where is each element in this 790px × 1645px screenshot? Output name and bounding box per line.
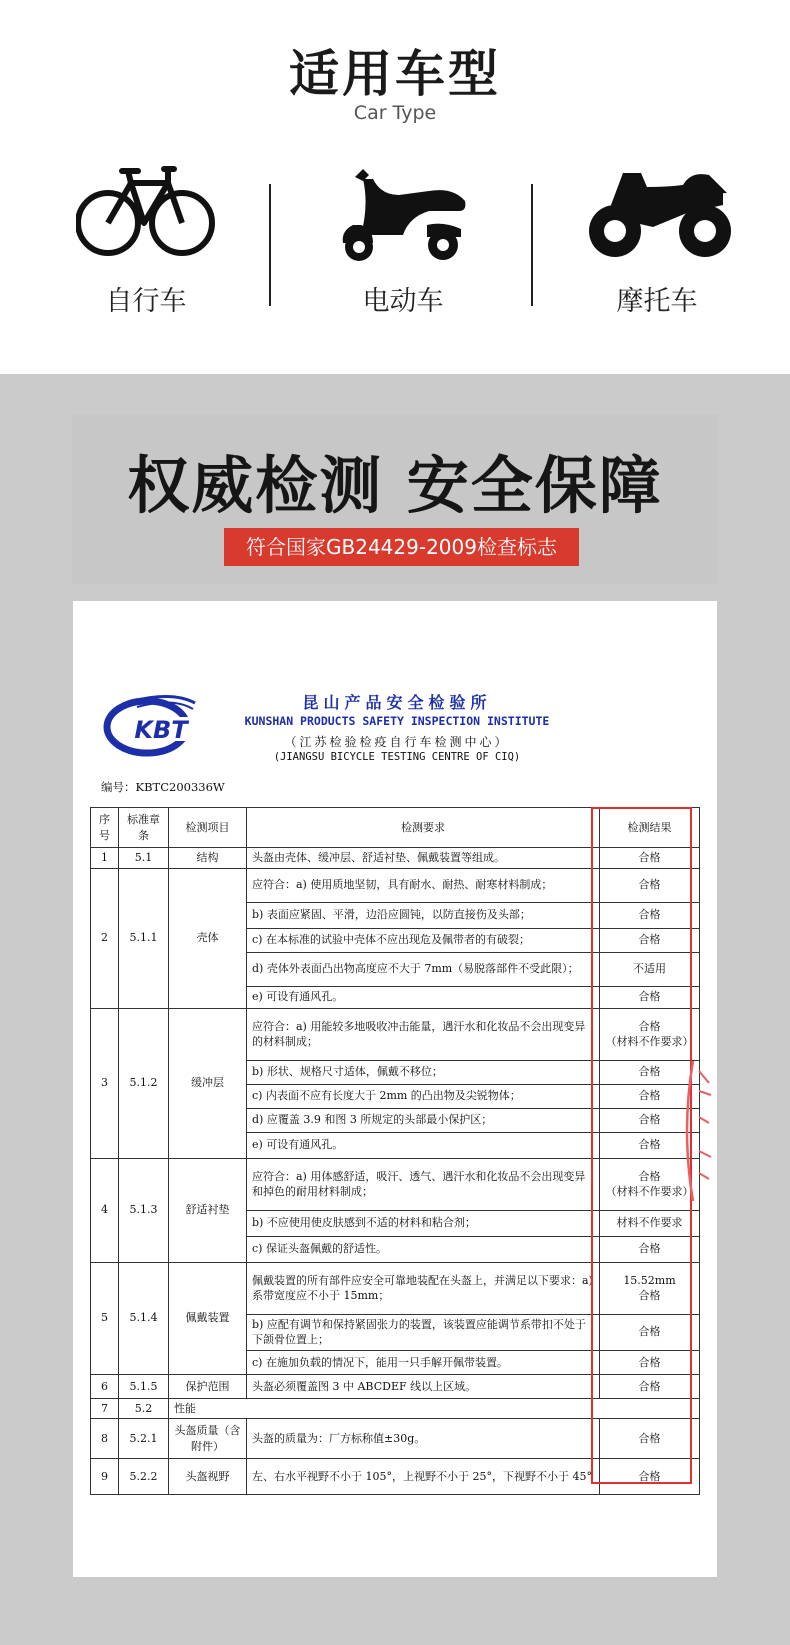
section-subtitle: Car Type bbox=[353, 102, 437, 124]
row-no: 2 bbox=[91, 868, 119, 1008]
row-requirement: 头盔由壳体、缓冲层、舒适衬垫、佩戴装置等组成。 bbox=[247, 848, 600, 869]
row-result: 合格 bbox=[600, 1459, 700, 1495]
row-requirement: 应符合：a) 用体感舒适，吸汗、透气、遇汗水和化妆品不会出现变异和掉色的耐用材料制成； bbox=[247, 1158, 600, 1210]
row-result: 合格 bbox=[600, 868, 700, 902]
row-result: 合格 bbox=[600, 1419, 700, 1459]
row-result: 合格 bbox=[600, 902, 700, 928]
row-requirement: e) 可设有通风孔。 bbox=[247, 986, 600, 1008]
row-no: 3 bbox=[91, 1008, 119, 1158]
row-requirement: c) 在施加负载的情况下，能用一只手解开佩带装置。 bbox=[247, 1350, 600, 1374]
vehicle-label: 摩托车 bbox=[616, 286, 698, 317]
row-clause: 5.1 bbox=[119, 848, 169, 869]
header-clause: 标准章条 bbox=[119, 808, 169, 848]
row-result: 合格 bbox=[600, 1060, 700, 1084]
row-no: 7 bbox=[91, 1398, 119, 1419]
row-clause: 5.1.4 bbox=[119, 1262, 169, 1374]
org-subname-cn: （江苏检验检疫自行车检测中心） bbox=[284, 735, 510, 749]
row-no: 4 bbox=[91, 1158, 119, 1262]
row-item: 佩戴装置 bbox=[169, 1262, 247, 1374]
header-requirement: 检测要求 bbox=[247, 808, 600, 848]
row-requirement: d) 壳体外表面凸出物高度应不大于 7mm（易脱落部件不受此限）； bbox=[247, 952, 600, 986]
row-result: 合格 bbox=[600, 1350, 700, 1374]
row-clause: 5.2.1 bbox=[119, 1419, 169, 1459]
red-stamp-fragment bbox=[669, 1061, 729, 1201]
row-item: 壳体 bbox=[169, 868, 247, 1008]
header-result: 检测结果 bbox=[600, 808, 700, 848]
vehicle-label: 电动车 bbox=[362, 286, 444, 317]
row-no: 6 bbox=[91, 1374, 119, 1398]
row-item: 缓冲层 bbox=[169, 1008, 247, 1158]
row-no: 8 bbox=[91, 1419, 119, 1459]
row-item: 头盔视野 bbox=[169, 1459, 247, 1495]
vehicle-bicycle bbox=[36, 165, 256, 325]
row-clause: 5.1.1 bbox=[119, 868, 169, 1008]
org-name-cn: 昆山产品安全检验所 bbox=[302, 693, 492, 712]
row-item: 性能 bbox=[169, 1398, 700, 1419]
result-note: （材料不作要求） bbox=[605, 1035, 694, 1049]
row-requirement: d) 应覆盖 3.9 和图 3 所规定的头部最小保护区； bbox=[247, 1108, 600, 1132]
row-requirement: b) 不应使用使皮肤感到不适的材料和粘合剂； bbox=[247, 1210, 600, 1236]
report-serial: 编号：KBTC200336W bbox=[101, 780, 225, 794]
divider bbox=[269, 184, 271, 306]
row-clause: 5.1.2 bbox=[119, 1008, 169, 1158]
vehicle-scooter bbox=[293, 165, 513, 325]
row-no: 1 bbox=[91, 848, 119, 869]
row-requirement: 应符合：a) 使用质地坚韧，具有耐水、耐热、耐寒材料制成； bbox=[247, 868, 600, 902]
row-result: 合格 bbox=[600, 986, 700, 1008]
row-result: 合格 bbox=[600, 848, 700, 869]
motorcycle-icon bbox=[587, 165, 737, 265]
vehicle-label: 自行车 bbox=[105, 286, 187, 317]
row-no: 9 bbox=[91, 1459, 119, 1495]
row-result: 材料不作要求 bbox=[600, 1210, 700, 1236]
row-requirement: 头盔必须覆盖图 3 中 ABCDEF 线以上区域。 bbox=[247, 1374, 600, 1398]
row-result: 合格 bbox=[600, 1236, 700, 1262]
row-no: 5 bbox=[91, 1262, 119, 1374]
vehicle-motorcycle bbox=[547, 165, 767, 325]
org-name-en: KUNSHAN PRODUCTS SAFETY INSPECTION INSTITUTE bbox=[244, 714, 550, 728]
row-item: 舒适衬垫 bbox=[169, 1158, 247, 1262]
bicycle-icon bbox=[76, 165, 216, 265]
row-requirement: 头盔的质量为：厂方标称值±30g。 bbox=[247, 1419, 600, 1459]
row-requirement: 左、右水平视野不小于 105°，上视野不小于 25°，下视野不小于 45° bbox=[247, 1459, 600, 1495]
row-requirement: b) 应配有调节和保持紧固张力的装置，该装置应能调节系带扣不处于下颌骨位置上； bbox=[247, 1314, 600, 1350]
scooter-icon bbox=[333, 165, 473, 265]
gb-standard-badge: 符合国家GB24429-2009检查标志 bbox=[224, 528, 579, 566]
result-note: （材料不作要求） bbox=[605, 1185, 694, 1199]
row-requirement: 应符合：a) 用能较多地吸收冲击能量，遇汗水和化妆品不会出现变异的材料制成； bbox=[247, 1008, 600, 1060]
row-result: 合格 bbox=[600, 1132, 700, 1158]
row-requirement: c) 在本标准的试验中壳体不应出现危及佩带者的有破裂； bbox=[247, 928, 600, 952]
header-no: 序号 bbox=[91, 808, 119, 848]
result-line: 合格 bbox=[638, 1169, 661, 1183]
row-clause: 5.1.3 bbox=[119, 1158, 169, 1262]
header-item: 检测项目 bbox=[169, 808, 247, 848]
row-item: 结构 bbox=[169, 848, 247, 869]
section-title: 适用车型 bbox=[289, 45, 501, 103]
row-result: 合格 bbox=[600, 928, 700, 952]
row-requirement: b) 形状、规格尺寸适体，佩戴不移位； bbox=[247, 1060, 600, 1084]
row-result: 合格 bbox=[600, 1374, 700, 1398]
row-requirement: c) 保证头盔佩戴的舒适性。 bbox=[247, 1236, 600, 1262]
result-line: 合格 bbox=[638, 1019, 661, 1033]
row-requirement: e) 可设有通风孔。 bbox=[247, 1132, 600, 1158]
row-requirement: c) 内表面不应有长度大于 2mm 的凸出物及尖锐物体； bbox=[247, 1084, 600, 1108]
row-item: 保护范围 bbox=[169, 1374, 247, 1398]
row-requirement: 佩戴装置的所有部件应安全可靠地装配在头盔上，并满足以下要求：a) 系带宽度应不小于 15mm； bbox=[247, 1262, 600, 1314]
org-subname-en: (JIANGSU BICYCLE TESTING CENTRE OF CIQ) bbox=[273, 751, 521, 763]
row-result: 合格 bbox=[600, 1314, 700, 1350]
row-result: 合格 bbox=[600, 1084, 700, 1108]
inspection-section bbox=[0, 374, 790, 1645]
row-clause: 5.2 bbox=[119, 1398, 169, 1419]
logo-text: KBT bbox=[134, 716, 188, 744]
row-clause: 5.2.2 bbox=[119, 1459, 169, 1495]
row-result: 合格 bbox=[600, 1108, 700, 1132]
row-item: 头盔质量（含附件） bbox=[169, 1419, 247, 1459]
inspection-headline: 权威检测 安全保障 bbox=[127, 449, 663, 522]
inspection-report bbox=[73, 601, 717, 1577]
car-type-section bbox=[0, 0, 790, 374]
result-line: 15.52mm bbox=[623, 1273, 676, 1287]
row-clause: 5.1.5 bbox=[119, 1374, 169, 1398]
row-requirement: b) 表面应紧固、平滑，边沿应圆钝，以防直接伤及头部； bbox=[247, 902, 600, 928]
result-note: 合格 bbox=[638, 1289, 661, 1303]
divider bbox=[531, 184, 533, 306]
kbt-logo-icon bbox=[103, 693, 199, 757]
row-result: 不适用 bbox=[600, 952, 700, 986]
